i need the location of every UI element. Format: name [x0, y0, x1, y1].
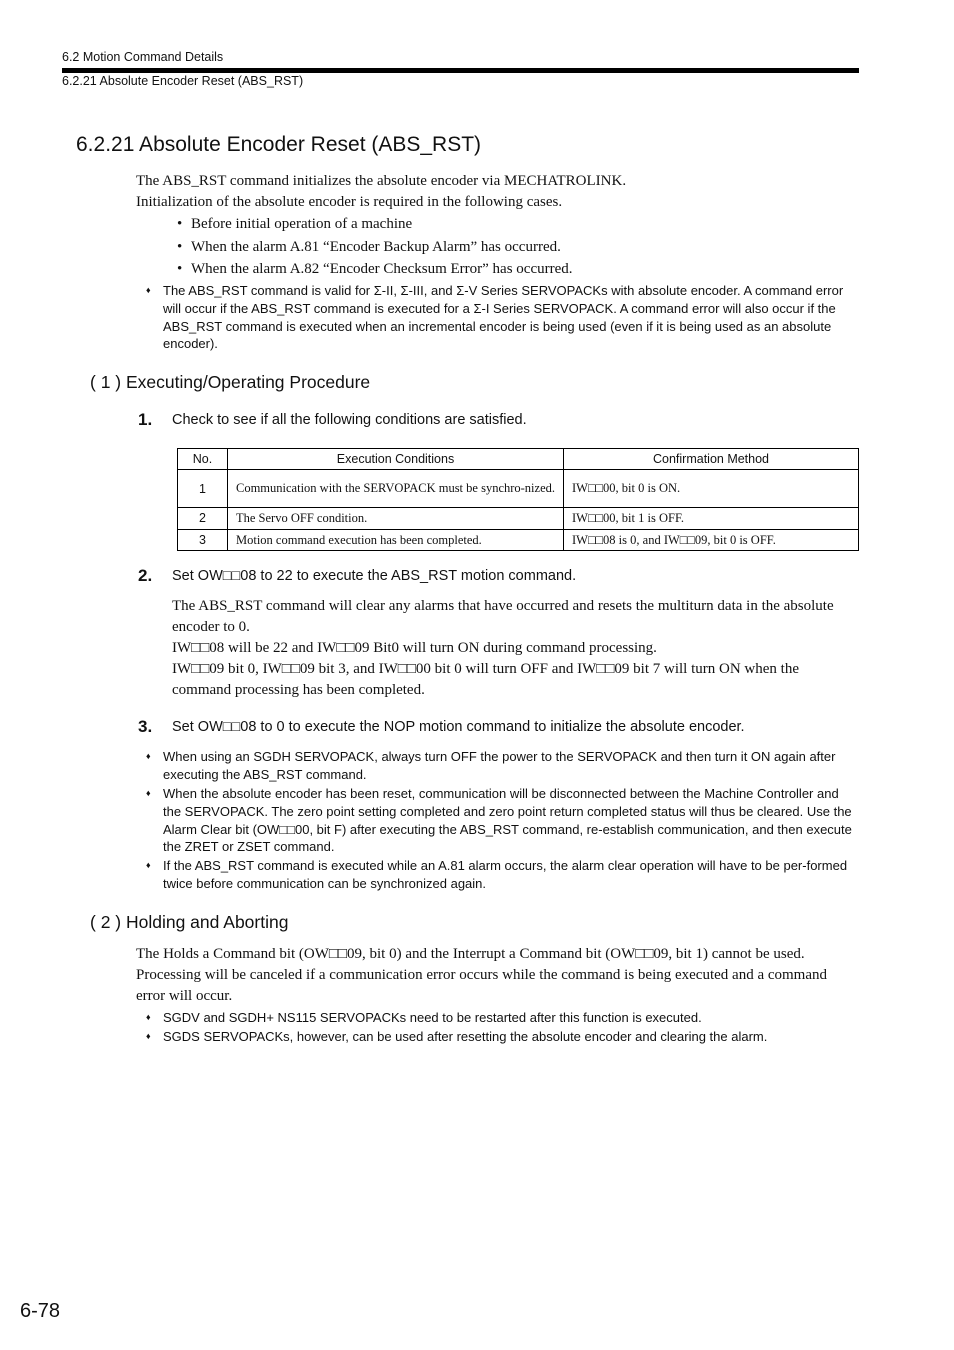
row-method: IW□□00, bit 1 is OFF. — [564, 508, 859, 530]
table-header-row — [178, 449, 859, 470]
section-2-body — [136, 944, 858, 1007]
step-2-body — [172, 596, 858, 701]
running-header-section: 6.2 Motion Command Details — [62, 50, 224, 64]
bullet-mark: • — [177, 261, 183, 277]
table-row — [178, 470, 859, 508]
diamond-bullet-icon: ♦ — [146, 788, 151, 798]
step-2-number: 2. — [138, 566, 153, 585]
header-rule — [62, 68, 859, 73]
section-2-paragraph: Processing will be canceled if a communication error occurs while the command is being executed and a command error will occur. — [136, 967, 828, 1004]
subsection-heading-1: ( 1 ) Executing/Operating Procedure — [90, 372, 371, 392]
step-2-text: Set OW□□08 to 22 to execute the ABS_RST motion command. — [172, 568, 577, 584]
step-2-paragraph: IW□□08 will be 22 and IW□□09 Bit0 will turn ON during command processing. — [172, 640, 657, 656]
step-3-number: 3. — [138, 717, 153, 736]
row-method: IW□□08 is 0, and IW□□09, bit 0 is OFF. — [564, 529, 859, 551]
bullet-mark: • — [177, 216, 183, 232]
row-number: 1 — [178, 470, 228, 508]
intro-line-2: Initialization of the absolute encoder is required in the following cases. — [136, 194, 563, 210]
intro-line-1: The ABS_RST command initializes the absolute encoder via MECHATROLINK. — [136, 173, 627, 189]
step-2-paragraph: IW□□09 bit 0, IW□□09 bit 3, and IW□□00 bit 0 will turn OFF and IW□□09 bit 7 will turn ON when the command processing has been completed. — [172, 661, 799, 698]
intro-note: ♦ The ABS_RST command is valid for Σ-II, Σ-III, and Σ-V Series SERVOPACKs with absolute encoder. A command error will occur if the ABS_RST command is executed for a Σ-I Series SERVOPACK. A command error will also occur if the ABS_RST command is executed when an incremental encoder is being used (even if it is being used as an absolute encoder). — [146, 283, 844, 352]
table-row — [178, 508, 859, 530]
holding-note: ♦ SGDS SERVOPACKs, however, can be used after resetting the absolute encoder and clearing the alarm. — [146, 1029, 768, 1044]
bullet-mark: • — [177, 239, 183, 255]
case-item: • When the alarm A.82 “Encoder Checksum Error” has occurred. — [177, 259, 573, 280]
diamond-bullet-icon: ♦ — [146, 285, 151, 295]
execution-conditions-table — [177, 448, 859, 551]
procedure-note: ♦ When the absolute encoder has been reset, communication will be disconnected between the Machine Controller and the SERVOPACK. The zero point setting completed and zero point return completed status will thus be cleared. Use the Alarm Clear bit (OW□□00, bit F) after executing the ABS_RST command, re-establish communication, and then execute the ZRET or ZSET command. — [146, 786, 852, 855]
holding-note: ♦ SGDV and SGDH+ NS115 SERVOPACKs need to be restarted after this function is executed. — [146, 1010, 702, 1025]
column-header: No. — [178, 449, 228, 470]
step-2-paragraph: The ABS_RST command will clear any alarms that have occurred and resets the multiturn data in the absolute encoder to 0. — [172, 598, 834, 635]
running-header-subsection: 6.2.21 Absolute Encoder Reset (ABS_RST) — [62, 74, 304, 88]
diamond-bullet-icon: ♦ — [146, 751, 151, 761]
row-condition: Motion command execution has been completed. — [228, 529, 564, 551]
column-header: Execution Conditions — [228, 449, 564, 470]
row-number: 2 — [178, 508, 228, 530]
procedure-note: ♦ If the ABS_RST command is executed while an A.81 alarm occurs, the alarm clear operation will have to be per-formed twice before communication can be synchronized again. — [146, 858, 848, 891]
procedure-note: ♦ When using an SGDH SERVOPACK, always turn OFF the power to the SERVOPACK and then turn it ON again after executing the ABS_RST command. — [146, 749, 836, 782]
row-method: IW□□00, bit 0 is ON. — [564, 470, 859, 508]
step-3-text: Set OW□□08 to 0 to execute the NOP motion command to initialize the absolute encoder. — [172, 719, 745, 735]
row-condition: Communication with the SERVOPACK must be synchro-nized. — [228, 470, 564, 508]
diamond-bullet-icon: ♦ — [146, 1031, 151, 1041]
table-row — [178, 529, 859, 551]
row-condition: The Servo OFF condition. — [228, 508, 564, 530]
page-number: 6-78 — [20, 1300, 61, 1322]
diamond-bullet-icon: ♦ — [146, 1012, 151, 1022]
case-item: • When the alarm A.81 “Encoder Backup Alarm” has occurred. — [177, 237, 561, 258]
subsection-heading-2: ( 2 ) Holding and Aborting — [90, 912, 289, 932]
step-1-number: 1. — [138, 410, 153, 429]
row-number: 3 — [178, 529, 228, 551]
section-2-paragraph: The Holds a Command bit (OW□□09, bit 0) and the Interrupt a Command bit (OW□□09, bit 1) cannot be used. — [136, 946, 805, 962]
diamond-bullet-icon: ♦ — [146, 860, 151, 870]
section-title: 6.2.21 Absolute Encoder Reset (ABS_RST) — [76, 133, 482, 156]
column-header: Confirmation Method — [564, 449, 859, 470]
case-item: • Before initial operation of a machine — [177, 214, 412, 235]
step-1-text: Check to see if all the following conditions are satisfied. — [172, 412, 527, 428]
